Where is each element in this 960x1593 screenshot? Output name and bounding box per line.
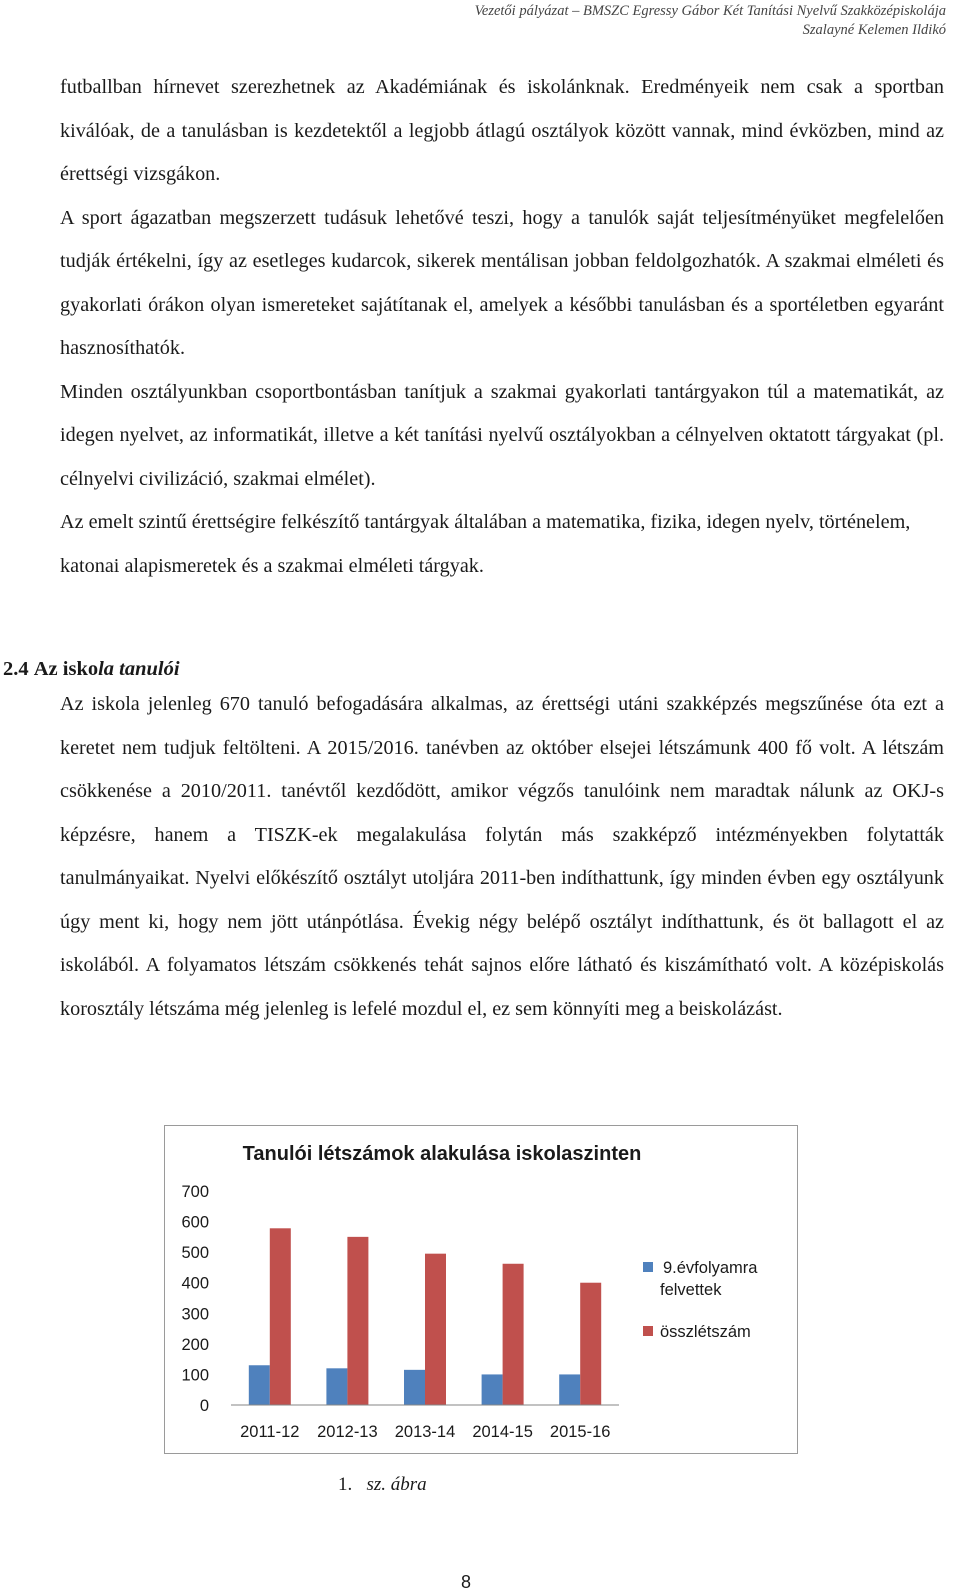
y-tick-label: 0 xyxy=(199,1397,209,1415)
bar-admitted xyxy=(482,1374,503,1405)
x-tick-label: 2012-13 xyxy=(317,1423,378,1441)
body-text-bottom xyxy=(60,683,944,1031)
chart-legend xyxy=(643,1259,758,1341)
paragraph: futballban hírnevet szerezhetnek az Akadémiának és iskolánknak. Eredményeik nem csak a sportban kiválóak, de a tanulásban is kezdetektől a legjobb átlagú osztályok között vannak, mind évközben, mind az érettségi vizsgákon. xyxy=(60,76,944,185)
bar-total xyxy=(580,1283,601,1405)
section-heading xyxy=(3,655,180,683)
bar-total xyxy=(270,1228,291,1405)
y-tick-label: 700 xyxy=(181,1183,209,1201)
legend-swatch-admitted xyxy=(643,1262,653,1272)
bar-admitted xyxy=(404,1370,425,1405)
chart-title: Tanulói létszámok alakulása iskolaszinten xyxy=(242,1143,642,1165)
section-title-part: Az isko xyxy=(33,658,99,680)
header-title: Vezetői pályázat – BMSZC Egressy Gábor Két Tanítási Nyelvű Szakközépiskolája xyxy=(474,3,946,19)
x-tick-label: 2015-16 xyxy=(549,1423,611,1441)
x-tick-label: 2014-15 xyxy=(472,1423,533,1441)
legend-swatch-total xyxy=(643,1326,653,1336)
page-number: 8 xyxy=(461,1572,472,1592)
x-axis-tick-labels xyxy=(240,1423,610,1441)
y-tick-label: 500 xyxy=(181,1244,209,1263)
bar-total xyxy=(503,1264,524,1405)
y-tick-label: 100 xyxy=(181,1366,209,1385)
bars-group xyxy=(249,1228,601,1405)
bar-admitted xyxy=(326,1368,347,1405)
y-tick-label: 600 xyxy=(181,1213,209,1232)
y-tick-label: 300 xyxy=(181,1305,209,1324)
paragraph: A sport ágazatban megszerzett tudásuk lehetővé teszi, hogy a tanulók saját teljesítményüket megfelelően tudják értékelni, így az esetleges kudarcok, sikerek mentálisan jobban feldolgozhatók. A szakmai elméleti és gyakorlati órákon olyan ismereteket sajátítanak el, amelyek a későbbi tanulásban és a sportéletben egyaránt hasznosíthatók. xyxy=(60,206,944,359)
x-tick-label: 2013-14 xyxy=(394,1423,456,1441)
chart-canvas xyxy=(165,1126,797,1453)
caption-number: 1. xyxy=(338,1474,353,1495)
figure-caption xyxy=(338,1474,427,1496)
bar-admitted xyxy=(249,1365,270,1405)
bar-chart xyxy=(164,1125,798,1454)
paragraph: Minden osztályunkban csoportbontásban tanítjuk a szakmai gyakorlati tantárgyakon túl a matematikát, az idegen nyelvet, az informatikát, illetve a két tanítási nyelvű osztályokban a célnyelven oktatott tárgyakat (pl. célnyelvi civilizáció, szakmai elmélet). xyxy=(60,380,944,490)
section-number: 2.4 xyxy=(3,658,29,680)
y-tick-label: 200 xyxy=(181,1335,209,1354)
header-author: Szalayné Kelemen Ildikó xyxy=(802,22,946,38)
y-axis-tick-labels xyxy=(181,1183,209,1415)
bar-total xyxy=(347,1237,368,1405)
section-title-part-italic: la tanulói xyxy=(98,658,180,680)
legend-label-total: összlétszám xyxy=(660,1323,751,1341)
bar-total xyxy=(425,1254,446,1405)
paragraph: Az iskola jelenleg 670 tanuló befogadására alkalmas, az érettségi utáni szakképzés megszűnése óta ezt a keretet nem tudjuk feltölteni. A 2015/2016. tanévben az október elsejei létszámunk 400 fő volt. A létszám csökkenése a 2010/2011. tanévtől kezdődött, amikor végzős tanulóink nem maradtak nálunk az OKJ-s képzésre, hanem a TISZK-ek megalakulása folytán más szakképző intézményekben folytatták tanulmányaikat. Nyelvi előkészítő osztályt utoljára 2011-ben indíthattunk, így minden évben egy osztályunk úgy ment ki, hogy nem jött utánpótlása. Évekig négy belépő osztályt indíthattunk, és öt ballagott el az iskolából. A folyamatos létszám csökkenés tehát sajnos előre látható és kiszámítható volt. A középiskolás korosztály létszáma még jelenleg is lefelé mozdul el, ez sem könnyíti meg a beiskolázást. xyxy=(60,693,944,1020)
legend-label-admitted-line1: 9.évfolyamra xyxy=(663,1259,758,1277)
bar-admitted xyxy=(559,1374,580,1405)
caption-label: sz. ábra xyxy=(366,1474,427,1495)
paragraph: Az emelt szintű érettségire felkészítő tantárgyak általában a matematika, fizika, idegen nyelv, történelem, katonai alapismeretek és a szakmai elméleti tárgyak. xyxy=(60,511,911,577)
page-header xyxy=(475,2,946,40)
y-tick-label: 400 xyxy=(181,1274,209,1293)
legend-label-admitted-line2: felvettek xyxy=(660,1281,722,1299)
x-tick-label: 2011-12 xyxy=(240,1423,300,1441)
body-text-top xyxy=(60,66,944,588)
